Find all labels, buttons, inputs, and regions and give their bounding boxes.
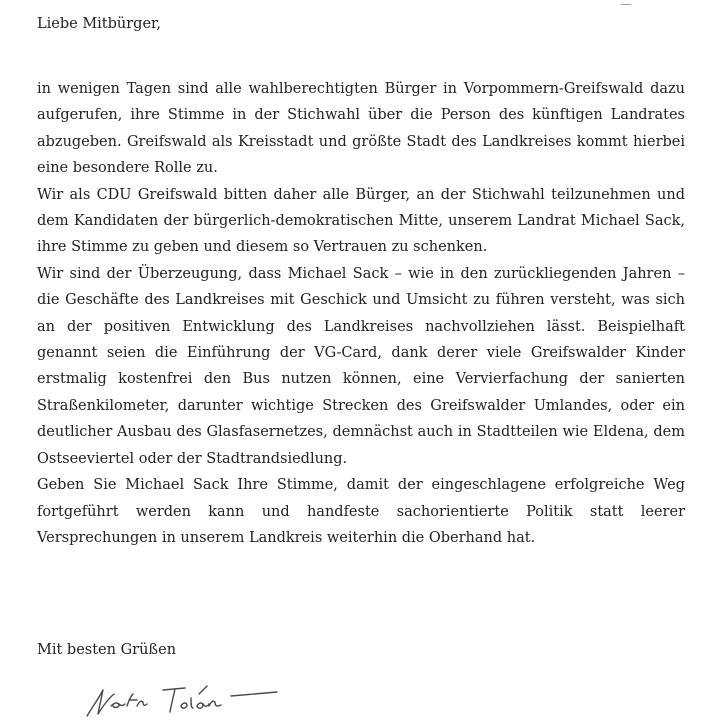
- letter-paragraph-2: Wir als CDU Greifswald bitten daher alle Bürger, an der Stichwahl teilzunehmen und dem Kandidaten der bürgerlich-demokratischen Mitte, unserem Landrat Michael Sack, ihre Stimme zu geben und diesem so Vertrauen zu schenken.: [37, 186, 685, 256]
- page-corner-mark: [621, 0, 631, 5]
- handwritten-signature: [81, 676, 291, 720]
- letter-paragraph-1: in wenigen Tagen sind alle wahlberechtigten Bürger in Vorpommern-Greifswald dazu aufgerufen, ihre Stimme in der Stichwahl über die Person des künftigen Landrates abzugeben. Greifswald als Kreisstadt und größte Stadt des Landkreises kommt hierbei eine besondere Rolle zu.: [37, 81, 685, 177]
- letter-paragraph-4: Geben Sie Michael Sack Ihre Stimme, damit der eingeschlagene erfolgreiche Weg fortgeführt werden kann und handfeste sachorientierte Politik statt leerer Versprechungen in unserem Landkreis weiterhin die Oberhand hat.: [37, 477, 685, 546]
- letter-page: [37, 0, 685, 720]
- letter-paragraph-3: Wir sind der Überzeugung, dass Michael Sack – wie in den zurückliegenden Jahren – die Geschäfte des Landkreises mit Geschick und Umsicht zu führen versteht, was sich an der positiven Entwicklung des Landkreises nachvollziehen lässt. Beispielhaft genannt seien die Einführung der VG-Card, dank derer viele Greifswalder Kinder erstmalig kostenfrei den Bus nutzen können, eine Vervierfachung der sanierten Straßenkilometer, darunter wichtige Strecken des Greifswalder Umlandes, oder ein deutlicher Ausbau des Glasfasernetzes, demnächst auch in Stadtteilen wie Eldena, dem Ostseeviertel oder der Stadtrandsiedlung.: [37, 265, 685, 467]
- letter-body: [37, 76, 685, 551]
- letter-closing: Mit besten Grüßen: [37, 642, 177, 658]
- letter-salutation: Liebe Mitbürger,: [37, 16, 161, 32]
